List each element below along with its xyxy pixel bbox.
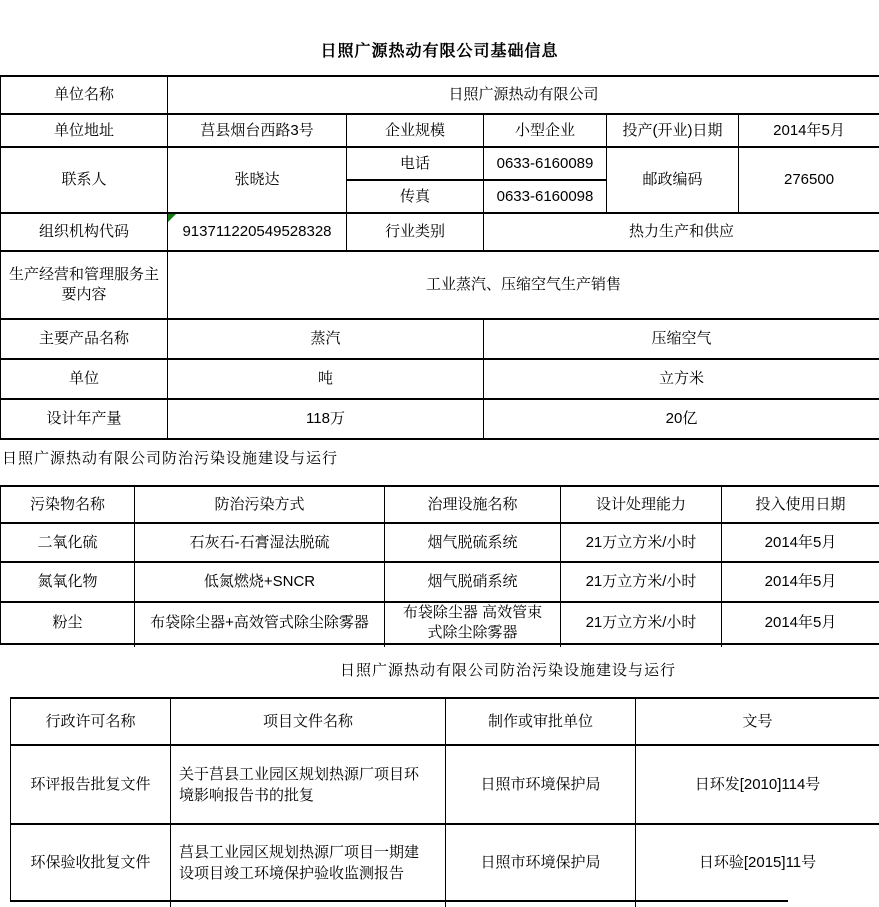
table-row [1, 114, 879, 147]
address-value-cell: 莒县烟台西路3号 [168, 114, 347, 147]
pollution-table [0, 485, 879, 645]
capacity-label-cell: 设计年产量 [1, 399, 168, 439]
postcode-value-cell: 276500 [739, 147, 879, 213]
table-row [1, 602, 879, 644]
authority-cell: 日照市环境保护局 [446, 745, 636, 824]
table-row [1, 213, 879, 251]
method-cell: 石灰石-石膏湿法脱硫 [135, 523, 385, 562]
date-cell: 2014年5月 [722, 523, 879, 562]
business-label-cell: 生产经营和管理服务主要内容 [1, 251, 168, 319]
col-header: 项目文件名称 [171, 698, 446, 745]
permit-name-cell: 环保验收批复文件 [11, 824, 171, 901]
table-row [1, 359, 879, 399]
facility-cell: 烟气脱硫系统 [385, 523, 561, 562]
col-header: 行政许可名称 [11, 698, 171, 745]
gridline-tick [445, 900, 446, 907]
org-code-value-cell [168, 213, 347, 251]
start-date-value-cell: 2014年5月 [739, 114, 879, 147]
col-header: 防治污染方式 [135, 486, 385, 523]
gridline-tick [170, 900, 171, 907]
gridline-tick [384, 642, 385, 647]
table-row [1, 319, 879, 359]
product1-cell: 蒸汽 [168, 319, 484, 359]
doc-number-cell: 日环验[2015]11号 [636, 824, 879, 901]
col-header: 污染物名称 [1, 486, 135, 523]
unit1-cell: 吨 [168, 359, 484, 399]
address-label-cell: 单位地址 [1, 114, 168, 147]
pollutant-cell: 粉尘 [1, 602, 135, 644]
table-row [1, 147, 879, 180]
gridline-tick [721, 642, 722, 647]
unit2-cell: 立方米 [484, 359, 879, 399]
start-date-label-cell: 投产(开业)日期 [607, 114, 739, 147]
table-header-row [1, 486, 879, 523]
unit-name-value-cell: 日照广源热动有限公司 [168, 76, 879, 114]
capacity-cell: 21万立方米/小时 [561, 523, 722, 562]
doc-number-cell: 日环发[2010]114号 [636, 745, 879, 824]
contact-value-cell: 张晓达 [168, 147, 347, 213]
facility-cell: 布袋除尘器 高效管束式除尘除雾器 [385, 602, 561, 644]
org-code-text: 913711220549528328 [182, 223, 332, 240]
industry-value-cell: 热力生产和供应 [484, 213, 879, 251]
pollutant-cell: 氮氧化物 [1, 562, 135, 602]
col-header: 文号 [636, 698, 879, 745]
org-code-label-cell: 组织机构代码 [1, 213, 168, 251]
table-row [1, 251, 879, 319]
contact-label-cell: 联系人 [1, 147, 168, 213]
phone-value-cell: 0633-6160089 [484, 147, 607, 180]
basic-info-table [0, 75, 879, 440]
business-value-cell: 工业蒸汽、压缩空气生产销售 [168, 251, 879, 319]
table-row [1, 523, 879, 562]
gridline-tick [560, 642, 561, 647]
table-header-row [11, 698, 879, 745]
gridline-tick [134, 642, 135, 647]
industry-label-cell: 行业类别 [347, 213, 484, 251]
authority-cell: 日照市环境保护局 [446, 824, 636, 901]
date-cell: 2014年5月 [722, 562, 879, 602]
col-header: 治理设施名称 [385, 486, 561, 523]
col-header: 制作或审批单位 [446, 698, 636, 745]
date-cell: 2014年5月 [722, 602, 879, 644]
table-row [11, 745, 879, 824]
method-cell: 低氮燃烧+SNCR [135, 562, 385, 602]
permit-table [10, 697, 879, 902]
method-cell: 布袋除尘器+高效管式除尘除雾器 [135, 602, 385, 644]
facility-cell: 烟气脱硝系统 [385, 562, 561, 602]
col-header: 投入使用日期 [722, 486, 879, 523]
cell-corner-flag-icon [168, 214, 176, 222]
table-row [1, 399, 879, 439]
gridline-tick [635, 900, 636, 907]
product2-cell: 压缩空气 [484, 319, 879, 359]
missing-border-segment [788, 899, 879, 905]
capacity2-cell: 20亿 [484, 399, 879, 439]
document-name-cell: 关于莒县工业园区规划热源厂项目环境影响报告书的批复 [171, 745, 446, 824]
pollution-section-heading: 日照广源热动有限公司防治污染设施建设与运行 [2, 450, 339, 467]
table-row [1, 562, 879, 602]
scale-label-cell: 企业规模 [347, 114, 484, 147]
unit-name-label-cell: 单位名称 [1, 76, 168, 114]
capacity-cell: 21万立方米/小时 [561, 562, 722, 602]
pollutant-cell: 二氧化硫 [1, 523, 135, 562]
phone-label-cell: 电话 [347, 147, 484, 180]
capacity-cell: 21万立方米/小时 [561, 602, 722, 644]
col-header: 设计处理能力 [561, 486, 722, 523]
table-row [1, 76, 879, 114]
fax-value-cell: 0633-6160098 [484, 180, 607, 213]
scale-value-cell: 小型企业 [484, 114, 607, 147]
product-label-cell: 主要产品名称 [1, 319, 168, 359]
capacity1-cell: 118万 [168, 399, 484, 439]
permit-name-cell: 环评报告批复文件 [11, 745, 171, 824]
postcode-label-cell: 邮政编码 [607, 147, 739, 213]
table-row [11, 824, 879, 901]
fax-label-cell: 传真 [347, 180, 484, 213]
document-name-cell: 莒县工业园区规划热源厂项目一期建设项目竣工环境保护验收监测报告 [171, 824, 446, 901]
unit-label-cell: 单位 [1, 359, 168, 399]
page-title: 日照广源热动有限公司基础信息 [320, 43, 559, 60]
permit-section-heading: 日照广源热动有限公司防治污染设施建设与运行 [340, 662, 677, 679]
